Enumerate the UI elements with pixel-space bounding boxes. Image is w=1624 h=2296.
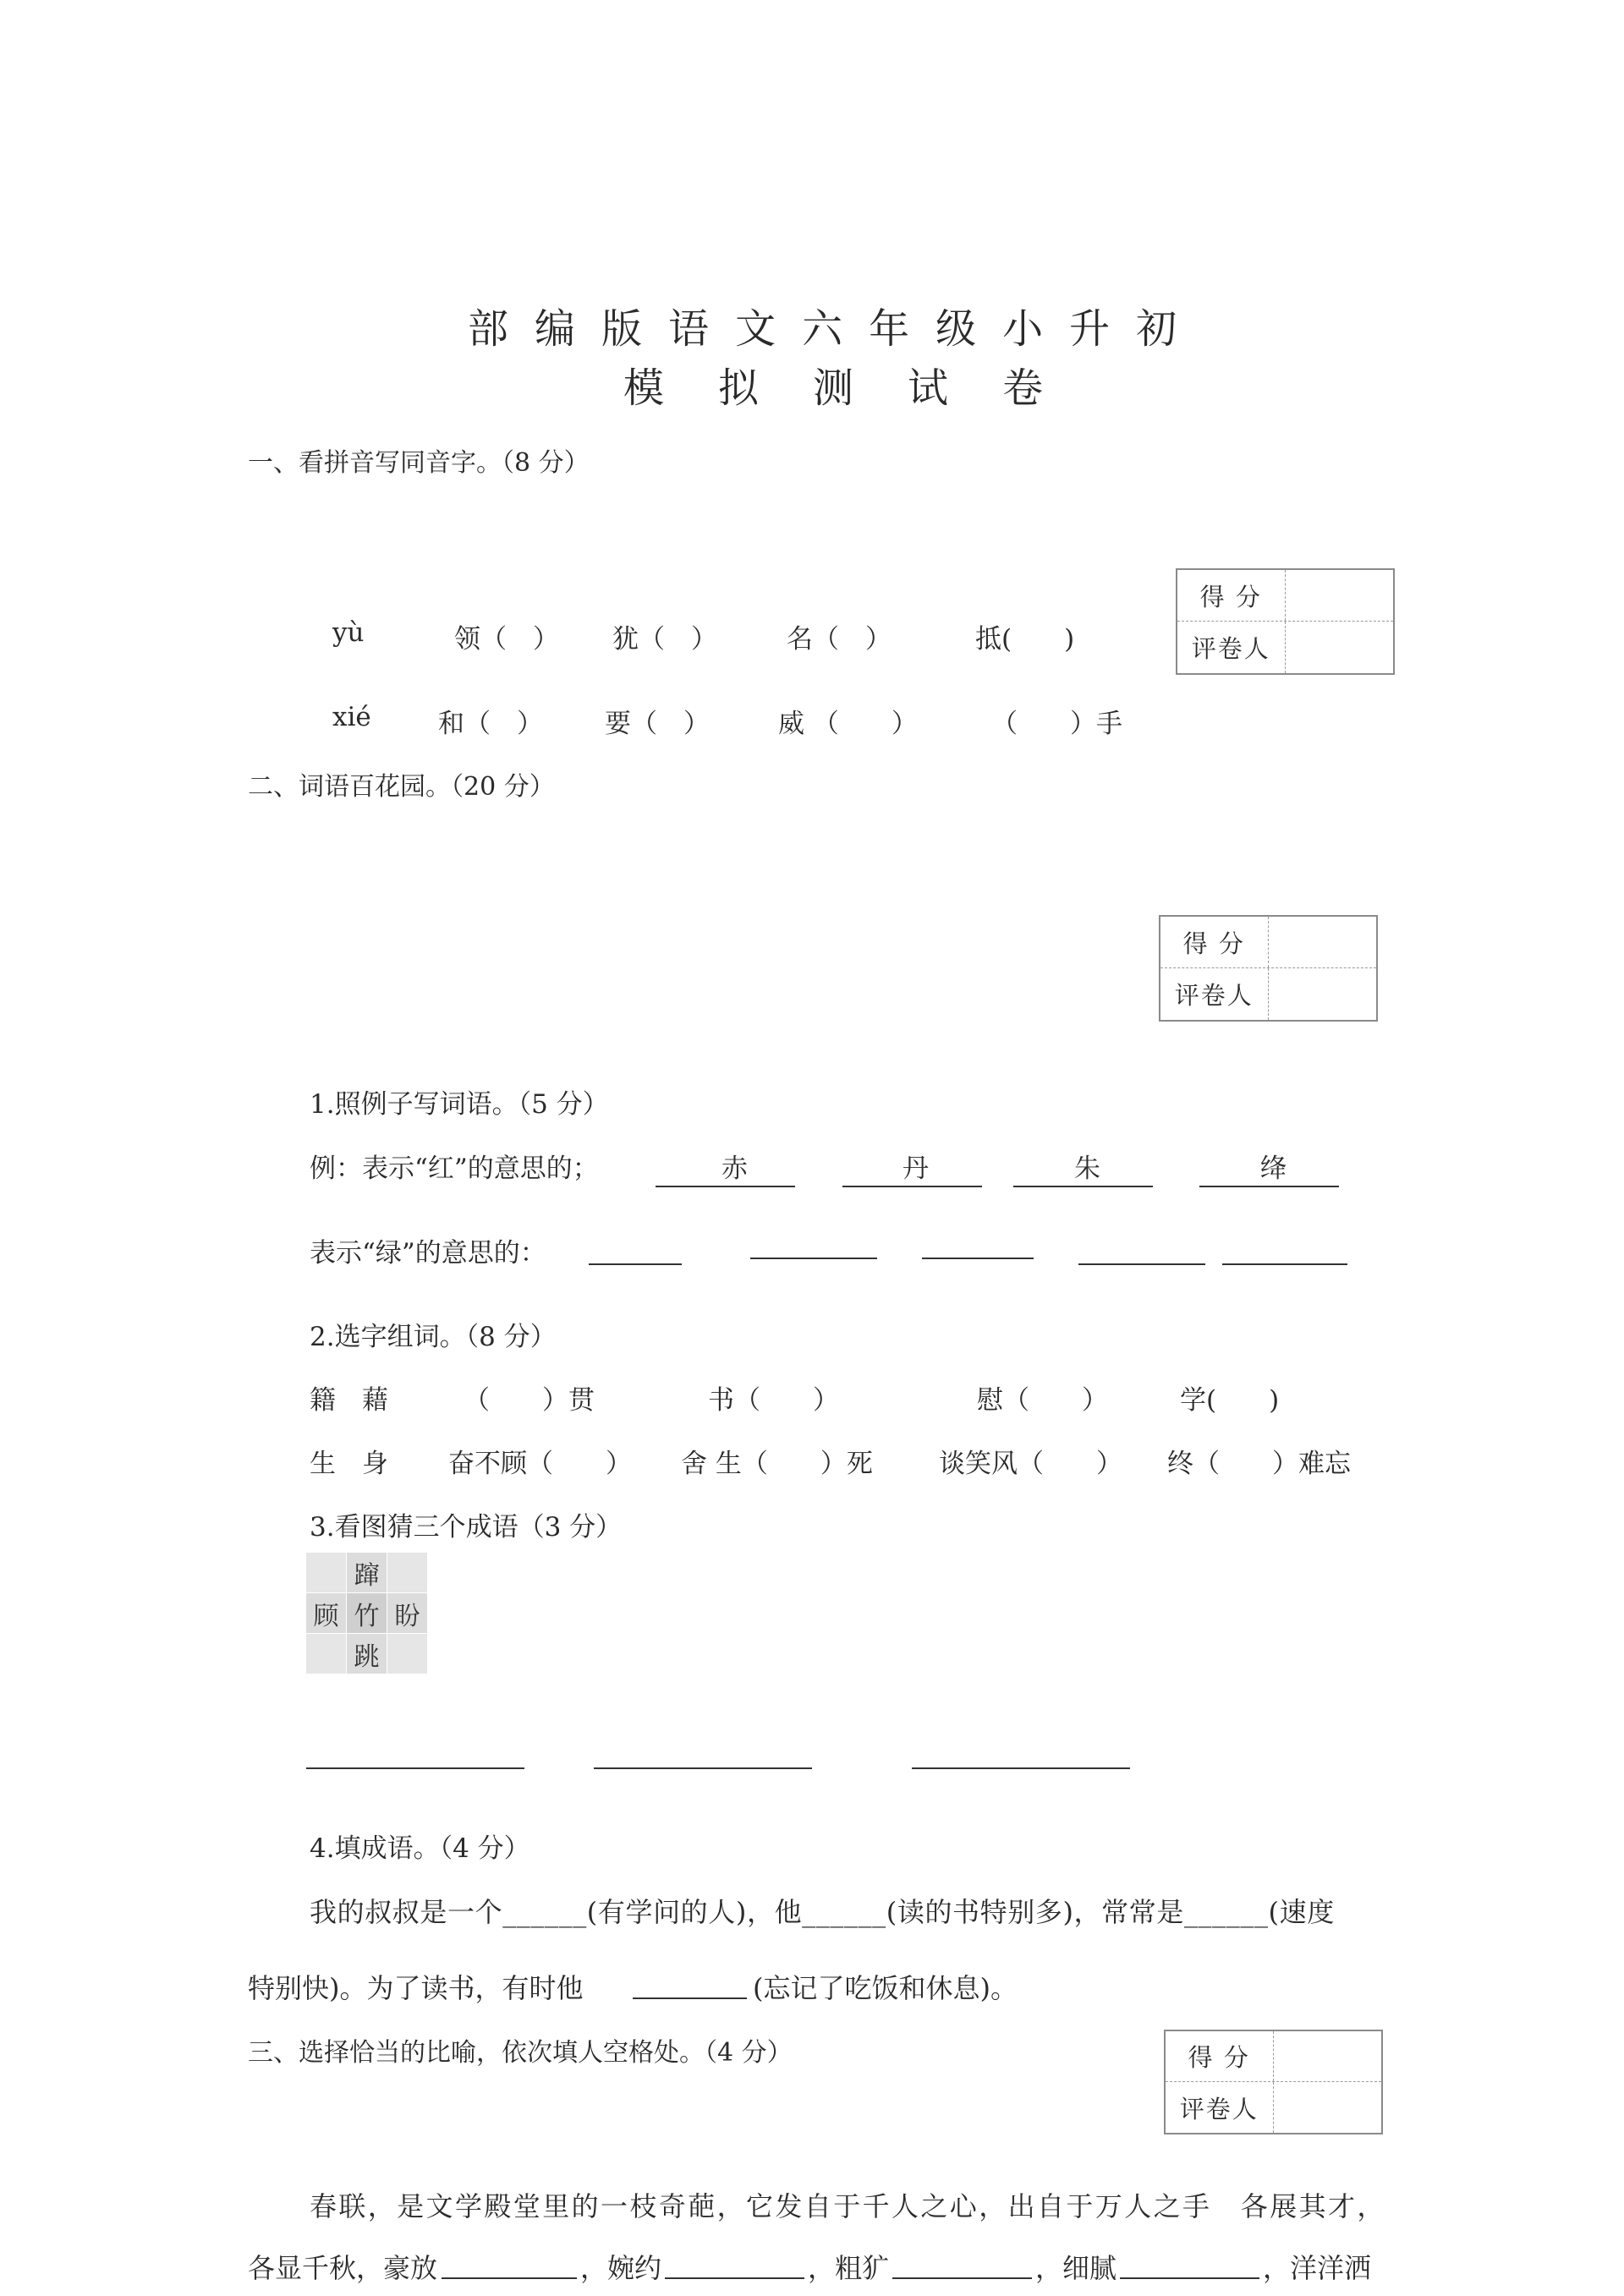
grader-label: 评卷人 bbox=[1177, 622, 1286, 673]
idiom-puzzle-image bbox=[306, 1553, 431, 1677]
score-label: 得 分 bbox=[1177, 570, 1286, 621]
grid-blank bbox=[387, 1634, 427, 1674]
char-options: 籍 藉 bbox=[310, 1385, 388, 1416]
char-options: 生 身 bbox=[310, 1449, 388, 1479]
example-answer: 绛 bbox=[1260, 1153, 1287, 1184]
title-char: 文 bbox=[735, 305, 776, 353]
grid-blank bbox=[387, 1553, 427, 1592]
grader-label: 评卷人 bbox=[1166, 2082, 1274, 2133]
para2-part: ，洋洋洒 bbox=[1263, 2252, 1372, 2284]
answer-line[interactable] bbox=[842, 1186, 982, 1187]
score-value-cell[interactable] bbox=[1269, 917, 1377, 967]
score-box-3 bbox=[1164, 2030, 1383, 2134]
section3-paragraph-line1: 春联，是文学殿堂里的一枝奇葩，它发自于千人之心，出自于万人之手 各展其才， bbox=[310, 2190, 1386, 2222]
blank-item[interactable]: （ ）贯 bbox=[464, 1385, 595, 1416]
pinyin-xie: xié bbox=[332, 702, 371, 732]
title-char: 语 bbox=[668, 305, 710, 353]
answer-line[interactable] bbox=[589, 1263, 682, 1265]
grid-center-char: 竹 bbox=[347, 1593, 387, 1633]
q4-line2-start: 特别快)。为了读书，有时他 bbox=[248, 1972, 584, 2004]
q3-title: 3.看图猜三个成语（3 分） bbox=[310, 1512, 623, 1543]
blank-item[interactable]: 书（ ） bbox=[708, 1385, 839, 1416]
blank-item[interactable]: 名（ ） bbox=[787, 624, 892, 655]
answer-line[interactable] bbox=[1222, 1263, 1347, 1265]
score-box-1 bbox=[1176, 568, 1395, 675]
example-answer: 赤 bbox=[721, 1153, 748, 1184]
q4-line1: 我的叔叔是一个______(有学问的人)，他______(读的书特别多)，常常是______(速度 bbox=[310, 1896, 1335, 1928]
title-char: 拟 bbox=[718, 364, 760, 412]
blank-item[interactable]: 和（ ） bbox=[438, 709, 543, 739]
blank-item[interactable]: 慰（ ） bbox=[977, 1385, 1108, 1416]
page-title-line1 bbox=[468, 296, 1203, 354]
answer-line[interactable] bbox=[922, 1258, 1034, 1259]
page-title-line2 bbox=[623, 355, 1097, 414]
grid-blank bbox=[306, 1553, 346, 1592]
grader-value-cell[interactable] bbox=[1274, 2082, 1382, 2133]
pinyin-yu: yù bbox=[332, 617, 365, 648]
title-char: 测 bbox=[813, 364, 854, 412]
grid-top-char: 蹿 bbox=[347, 1553, 387, 1592]
grid-left-char: 顾 bbox=[306, 1593, 346, 1633]
title-char: 小 bbox=[1002, 305, 1044, 353]
q2-title: 2.选字组词。（8 分） bbox=[310, 1322, 557, 1352]
blank-item[interactable]: 抵( ) bbox=[975, 624, 1075, 655]
title-char: 六 bbox=[802, 305, 843, 353]
grader-label: 评卷人 bbox=[1160, 968, 1269, 1020]
answer-line[interactable] bbox=[665, 2277, 804, 2279]
title-char: 模 bbox=[623, 364, 665, 412]
title-char: 版 bbox=[601, 305, 643, 353]
q4-line2-end: (忘记了吃饭和休息)。 bbox=[753, 1972, 1018, 2004]
grid-blank bbox=[306, 1634, 346, 1674]
section3-heading: 三、选择恰当的比喻，依次填人空格处。（4 分） bbox=[248, 2038, 793, 2068]
example-label: 例：表示“红”的意思的； bbox=[310, 1153, 599, 1184]
green-label: 表示“绿”的意思的： bbox=[310, 1238, 546, 1269]
blank-item[interactable]: 奋不顾（ ） bbox=[448, 1449, 632, 1479]
title-char: 卷 bbox=[1002, 364, 1044, 412]
answer-line[interactable] bbox=[1078, 1263, 1205, 1265]
para2-part: ，细腻 bbox=[1035, 2252, 1117, 2284]
answer-line[interactable] bbox=[912, 1767, 1130, 1769]
section2-heading: 二、词语百花园。（20 分） bbox=[248, 772, 555, 802]
blank-item[interactable]: （ ）手 bbox=[991, 709, 1122, 739]
blank-item[interactable]: 犹（ ） bbox=[612, 624, 717, 655]
grader-value-cell[interactable] bbox=[1269, 968, 1377, 1020]
blank-item[interactable]: 要（ ） bbox=[605, 709, 710, 739]
score-value-cell[interactable] bbox=[1286, 570, 1394, 621]
grid-bottom-char: 跳 bbox=[347, 1634, 387, 1674]
answer-line[interactable] bbox=[750, 1258, 877, 1259]
grid-right-char: 盼 bbox=[387, 1593, 427, 1633]
answer-line[interactable] bbox=[656, 1186, 795, 1187]
answer-line[interactable] bbox=[594, 1767, 812, 1769]
score-label: 得 分 bbox=[1160, 917, 1269, 967]
grader-value-cell[interactable] bbox=[1286, 622, 1394, 673]
blank-item[interactable]: 学( ) bbox=[1180, 1385, 1280, 1416]
title-char: 级 bbox=[935, 305, 977, 353]
answer-line[interactable] bbox=[306, 1767, 524, 1769]
example-answer: 朱 bbox=[1074, 1153, 1100, 1184]
title-char: 试 bbox=[908, 364, 949, 412]
answer-line[interactable] bbox=[1120, 2277, 1259, 2279]
answer-line[interactable] bbox=[633, 1997, 747, 1999]
score-box-2 bbox=[1159, 915, 1378, 1022]
title-char: 编 bbox=[535, 305, 576, 353]
answer-line[interactable] bbox=[1013, 1186, 1153, 1187]
blank-item[interactable]: 舍 生（ ）死 bbox=[681, 1449, 873, 1479]
blank-item[interactable]: 谈笑风（ ） bbox=[939, 1449, 1122, 1479]
para2-part: 各显千秋，豪放 bbox=[248, 2252, 438, 2284]
answer-line[interactable] bbox=[892, 2277, 1032, 2279]
q4-title: 4.填成语。（4 分） bbox=[310, 1833, 530, 1864]
score-value-cell[interactable] bbox=[1274, 2031, 1382, 2081]
title-char: 升 bbox=[1069, 305, 1111, 353]
blank-item[interactable]: 终（ ）难忘 bbox=[1167, 1449, 1351, 1479]
answer-line[interactable] bbox=[1199, 1186, 1339, 1187]
title-char: 部 bbox=[468, 305, 509, 353]
example-answer: 丹 bbox=[903, 1153, 929, 1184]
q1-title: 1.照例子写词语。（5 分） bbox=[310, 1089, 609, 1120]
para2-part: ，婉约 bbox=[580, 2252, 662, 2284]
blank-item[interactable]: 威 （ ） bbox=[778, 709, 918, 739]
score-label: 得 分 bbox=[1166, 2031, 1274, 2081]
section1-heading: 一、看拼音写同音字。（8 分） bbox=[248, 448, 590, 478]
title-char: 初 bbox=[1136, 305, 1177, 353]
para2-part: ，粗犷 bbox=[808, 2252, 890, 2284]
title-char: 年 bbox=[869, 305, 910, 353]
answer-line[interactable] bbox=[442, 2277, 577, 2279]
blank-item[interactable]: 领（ ） bbox=[454, 624, 559, 655]
